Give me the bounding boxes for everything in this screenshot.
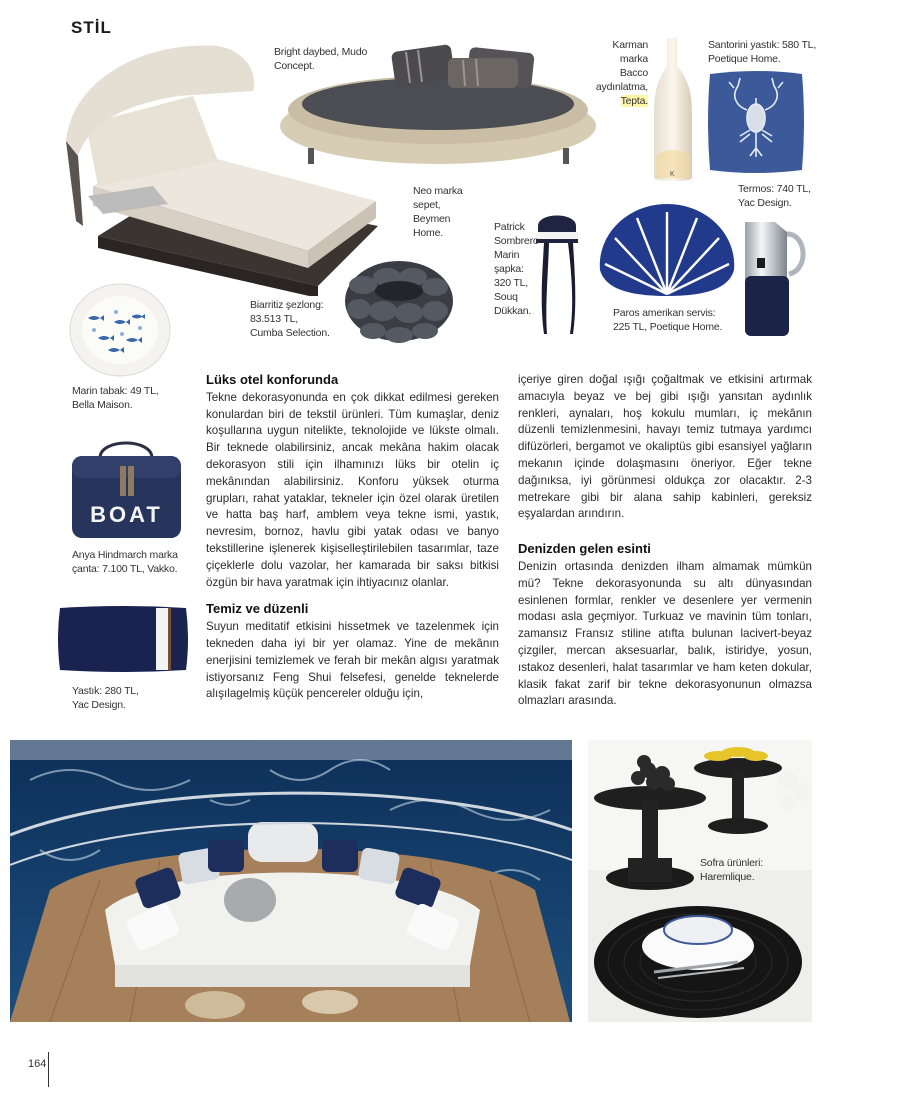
page-number: 164 [28,1058,47,1070]
daybed-caption: Bright daybed, Mudo Concept. [274,46,368,72]
article-column-left [206,372,499,703]
navy-cushion-image [56,604,190,674]
boat-bag-image [70,436,183,540]
paros-caption: Paros amerikan servis: 225 TL, Poetique Home. [613,307,723,333]
heading-temiz-duzenli: Temiz ve düzenli [206,601,309,617]
section-label: STİL [71,18,112,37]
thermos-image [737,214,813,340]
paragraph-isik: içeriye giren doğal ışığı çoğaltmak ve etkisini artırmak amacıyla beyaz ve bej gibi ışığı yansıtan aydınlık renkleri, aynaları, hoş kokulu mumları, iç mekânın düzenli temizlenmesini, havayı temiz tutmaya yardımcı difüzörleri, bergamot ve okaliptüs gibi esansiyel yağların mekanın içinde dolaşmasını öneriyor. Eğer tekne dağınıksa, iyi görünmesi oldukça zor olacaktır. 2-3 metrekare gibi bir alana sahip kabinleri, gereksiz eşyalardan arındırın. [518,373,812,521]
fish-plate-image [68,282,172,378]
sezlong-caption: Biarritiz şezlong: 83.513 TL, Cumba Selection. [250,299,330,339]
lobster-cushion-image [706,68,806,176]
article-column-right [518,372,812,710]
sepet-caption: Neo marka sepet, Beymen Home. [413,185,463,239]
lamp-caption-text: Karman marka Bacco aydınlatma, [595,39,648,93]
svg-text:K: K [670,171,675,178]
termos-caption: Termos: 740 TL, Yac Design. [738,183,811,209]
shell-placemat-image [597,200,737,298]
yacht-deck-photo [10,740,572,1022]
page-number-divider [48,1052,49,1087]
sapka-caption: Patrick Sombrero Marin şapka: 320 TL, Souq Dükkan. [494,221,539,317]
heading-luks-otel: Lüks otel konforunda [206,372,339,387]
santorini-caption: Santorini yastık: 580 TL, Poetique Home. [708,39,817,65]
basket-image [343,255,455,345]
canta-caption: Anya Hindmarch marka çanta: 7.100 TL, Vakko. [72,549,178,575]
bag-text: BOAT [90,502,163,527]
tabak-caption: Marin tabak: 49 TL, Bella Maison. [72,385,159,411]
yastik-caption: Yastık: 280 TL, Yac Design. [72,685,139,711]
paragraph-luks-otel: Tekne dekorasyonunda en çok dikkat edilmesi gereken konulardan biri de tekstil ürünleri. Tüm kumaşlar, deniz koşullarına uygun nitelikte, teknolojide ve lükste olmalı. Bir teknede olabilirsiniz, ancak mekâna hakim olacak dekorasyon stili için ilhamınızı lüks bir otelin iç mekânından alabilirsiniz. Konforu yüksek oturma grupları, rahat yataklar, tekneler için özel olarak üretilen ve hatta baş harf, amblem veya tekne ismi, yastık, nevresim, bornoz, havlu gibi yatak odası ve banyo tekstillerine işlenerek kişiselleştirilebilen tasarımlar, taze çiçeklerle dolu vazolar, her kamarada bir saksı bitkisi özgün bir hava yaratmak için ihtiyacınız olanlar. [206,390,499,589]
sofra-caption: Sofra ürünleri: Haremlique. [700,857,763,883]
lamp-caption [590,38,648,108]
paragraph-denizden: Denizin ortasında denizden ilham almamak mümkün mü? Tekne dekorasyonunda su altı dünyasından esinlenen formlar, renkler ve desenlere yer vermenin modası asla geçmiyor. Turkuaz ve mavinin tüm tonları, zamansız Fransız stiline atıfta bulunan lacivert-beyaz çizgiler, mercan aksesuarlar, balık, istiridye, yosun, ıstakoz desenleri, halat tasarımlar ve ham keten dokular, klasik fakat zarif bir tekne dekorasyonunun olmazsa olmazları arasında. [518,559,812,708]
lamp-caption-brand: Tepta. [620,95,648,107]
lamp-image [650,36,696,184]
paragraph-temiz-duzenli: Suyun meditatif etkisini hissetmek ve tazelenmek için tekneden daha iyi bir yer olamaz. Yine de mekânın enerjisini temizlemek ve ferah bir mekân algısı yaratmak istiyorsanız Feng Shui felsefesi, genelde teknelerde alışılagelmiş küçük pencereler olduğu için, [206,620,499,701]
heading-denizden: Denizden gelen esinti [518,541,651,557]
